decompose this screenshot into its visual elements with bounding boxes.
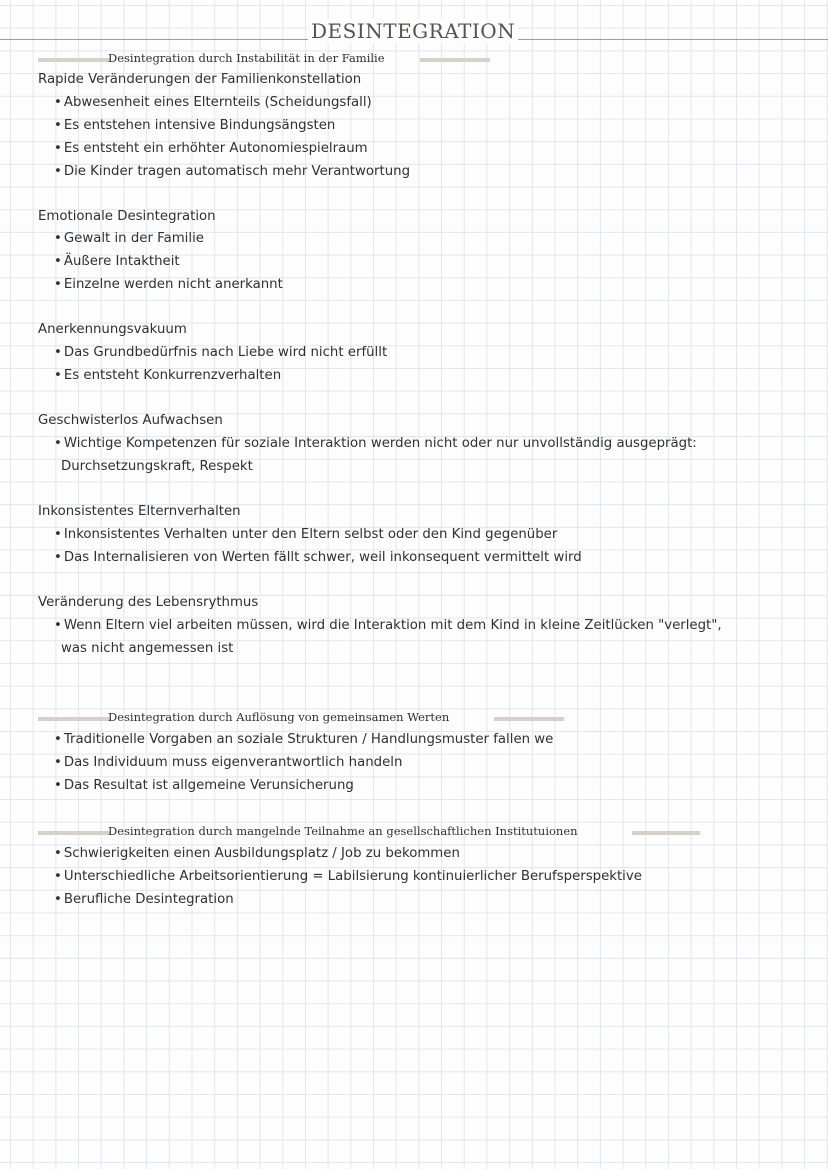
list-item-continuation: Durchsetzungskraft, Respekt bbox=[61, 459, 253, 474]
list-item: • Schwierigkeiten einen Ausbildungsplatz / Job zu bekommen bbox=[54, 845, 460, 863]
section-2-heading-text: Desintegration durch Auflösung von gemeinsamen Werten bbox=[108, 710, 450, 724]
list-item: • Das Individuum muss eigenverantwortlich handeln bbox=[54, 754, 402, 772]
list-item: • Gewalt in der Familie bbox=[54, 230, 204, 248]
section-2-heading bbox=[38, 708, 578, 728]
section-3-heading bbox=[38, 822, 718, 842]
group-heading: Inkonsistentes Elternverhalten bbox=[38, 504, 241, 519]
list-item: • Das Internalisieren von Werten fällt schwer, weil inkonsequent vermittelt wird bbox=[54, 549, 582, 567]
list-item-continuation: was nicht angemessen ist bbox=[61, 641, 234, 656]
list-item: • Einzelne werden nicht anerkannt bbox=[54, 276, 283, 294]
list-item: • Es entstehen intensive Bindungsängsten bbox=[54, 117, 335, 135]
list-item: • Es entsteht Konkurrenzverhalten bbox=[54, 367, 281, 385]
group-heading: Veränderung des Lebensrythmus bbox=[38, 595, 259, 610]
list-item: • Wenn Eltern viel arbeiten müssen, wird die Interaktion mit dem Kind in kleine Zeitlücken "verlegt", bbox=[54, 617, 722, 635]
list-item: • Äußere Intaktheit bbox=[54, 253, 180, 271]
list-item: • Wichtige Kompetenzen für soziale Interaktion werden nicht oder nur unvollständig ausgeprägt: bbox=[54, 435, 697, 453]
section-3-heading-text: Desintegration durch mangelnde Teilnahme an gesellschaftlichen Institutuionen bbox=[108, 824, 578, 838]
group-heading: Rapide Veränderungen der Familienkonstellation bbox=[38, 72, 362, 87]
group-heading: Anerkennungsvakuum bbox=[38, 322, 187, 337]
list-item: • Unterschiedliche Arbeitsorientierung = Labilsierung kontinuierlicher Berufsperspektive bbox=[54, 868, 642, 886]
list-item: • Das Grundbedürfnis nach Liebe wird nicht erfüllt bbox=[54, 344, 387, 362]
list-item: • Inkonsistentes Verhalten unter den Eltern selbst oder den Kind gegenüber bbox=[54, 526, 557, 544]
list-item: • Abwesenheit eines Elternteils (Scheidungsfall) bbox=[54, 94, 372, 112]
list-item: • Es entsteht ein erhöhter Autonomiespielraum bbox=[54, 140, 368, 158]
section-1-heading bbox=[38, 49, 498, 69]
group-heading: Geschwisterlos Aufwachsen bbox=[38, 413, 223, 428]
page-title: DESINTEGRATION bbox=[308, 19, 518, 43]
section-1-heading-text: Desintegration durch Instabilität in der Familie bbox=[108, 51, 385, 65]
group-heading: Emotionale Desintegration bbox=[38, 209, 216, 224]
list-item: • Die Kinder tragen automatisch mehr Verantwortung bbox=[54, 163, 410, 181]
list-item: • Traditionelle Vorgaben an soziale Strukturen / Handlungsmuster fallen we bbox=[54, 731, 553, 749]
list-item: • Das Resultat ist allgemeine Verunsicherung bbox=[54, 777, 354, 795]
list-item: • Berufliche Desintegration bbox=[54, 891, 234, 909]
